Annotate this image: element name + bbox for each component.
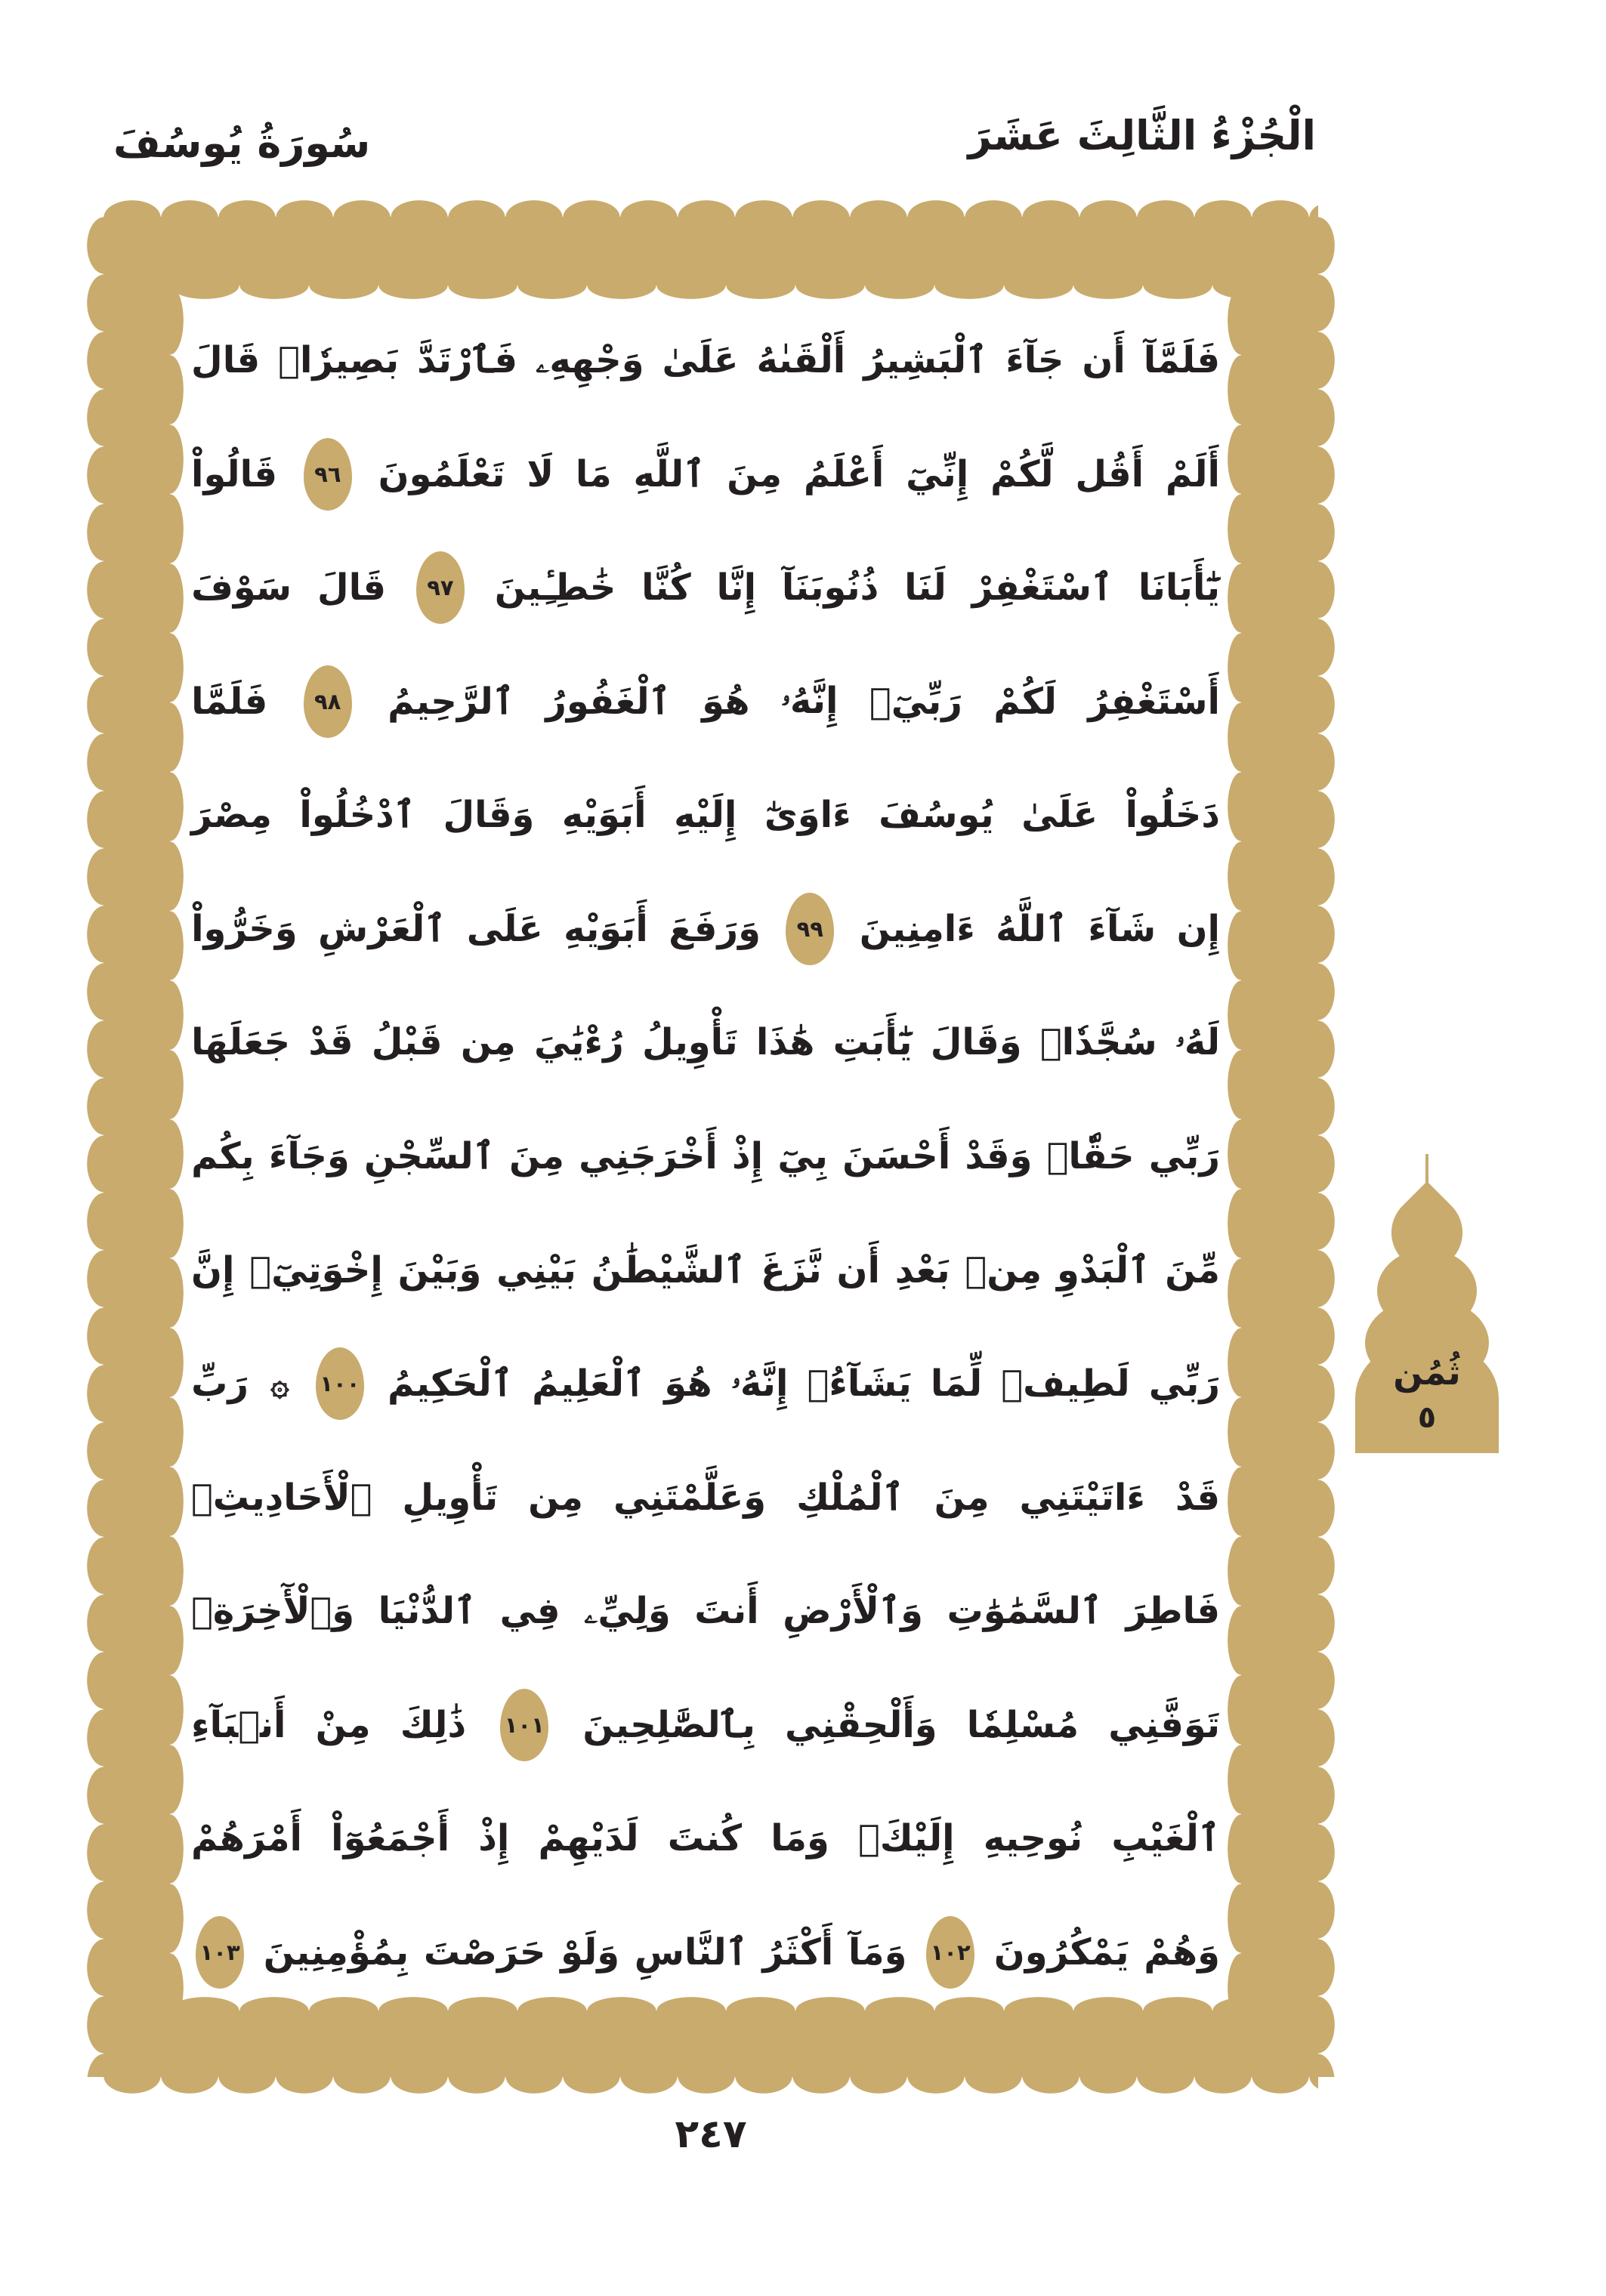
word: جَعَلَهَا [191,1021,291,1064]
quran-line [191,1100,1220,1213]
word: دَخَلُواْ [1125,794,1220,837]
word: وَهُمْ [1144,1930,1220,1974]
word: إِنَّا [716,566,757,609]
word: فِي [499,1590,561,1633]
word: أَبَوَيْهِ [564,907,648,950]
frame-outer-scallop-bottom [103,2076,1318,2094]
word: سُجَّدٗاۖ [1039,1021,1157,1064]
word: حَرَصْتَ [423,1930,546,1974]
text-area [191,304,1220,2009]
word: شَآءَ [1088,907,1157,950]
word: تَعْلَمُونَ [378,452,505,495]
word: كُنَّا [641,566,691,609]
word: ٱلْبَشِيرُ [863,339,988,381]
word: هَٰذَا [755,1021,815,1064]
quran-line [191,1554,1220,1668]
word: وَقَالَ [930,1021,1022,1064]
quran-line [191,758,1220,872]
ayah-marker: ٩٦ [304,438,352,511]
word: وَمَا [771,1817,829,1860]
word: يَٰٓأَبَتِ [832,1021,913,1064]
frame-outer-scallop-left [87,217,104,2077]
word: ٱلْحَكِيمُ [388,1362,513,1406]
word: إِنَّ [191,1248,235,1292]
word: وَجَآءَ [268,1134,350,1177]
word: وَأَلْحِقْنِي [785,1703,937,1746]
word: إِن [1176,907,1220,950]
word: لَكُمْ [993,680,1057,723]
word: أَسْتَغْفِرُ [1088,680,1220,723]
word: ٱلسِّجْنِ [364,1134,495,1177]
word: وَقَدْ [965,1134,1033,1177]
word: مَا [575,452,612,495]
word: مُسْلِمٗا [966,1703,1079,1746]
word: قَبْلُ [371,1021,443,1064]
word: فَلَمَّا [191,680,268,723]
word: أَخْرَجَنِي [579,1134,718,1177]
word: مِنۢ [965,1248,1042,1292]
juz-header: الْجُزْءُ الثَّالِثَ عَشَرَ [968,112,1316,159]
word: أَن [1082,339,1126,381]
word: رَبِّي [1148,1134,1220,1177]
quran-line [191,418,1220,531]
word: لَا [527,452,554,495]
word: لَنَا [904,566,947,609]
word: ءَاوَىٰٓ [764,794,851,837]
word: رُءْيَٰيَ [533,1021,624,1064]
word: ٱلرَّحِيمُ [388,680,514,723]
word: إِذْ [732,1134,764,1177]
word: أَعْلَمُ [803,452,885,495]
word: هُوَ [702,680,750,723]
ayah-marker: ٩٧ [416,551,465,624]
word: يَٰٓأَبَانَا [1138,566,1220,609]
word: وَمَآ [848,1930,907,1974]
ayah-marker: ٩٨ [304,665,352,738]
word: تَوَفَّنِي [1108,1703,1220,1746]
word: جَآءَ [1005,339,1064,381]
word: تَأْوِيلُ [641,1021,738,1064]
word: هُوَ [664,1362,712,1406]
word: إِلَيْكَۖ [858,1817,955,1860]
surah-header: سُورَةُ يُوسُفَ [113,119,371,167]
word: أَلَمْ [1165,452,1220,495]
ayah-marker: ١٠٠ [316,1347,364,1420]
word: أَحْسَنَ [842,1134,951,1177]
word: تَأْوِيلِ [402,1476,499,1519]
quran-line [191,645,1220,758]
word: قَالَ [191,339,261,381]
frame-outer-scallop-right [1317,217,1335,2077]
word: وَخَرُّواْ [191,907,298,950]
word: مِنْ [315,1703,371,1746]
quran-line [191,1896,1220,2009]
word: فَاطِرَ [1126,1590,1220,1633]
word: ٱللَّهُ [996,907,1068,950]
word: ٱلْمُلْكِ [796,1476,904,1519]
word: مِن [460,1021,516,1064]
word: أَقُل [1075,452,1144,495]
frame-inner-scallop-top [170,285,1241,299]
word: ٱلْعَلِيمُ [532,1362,646,1406]
word: بَصِيرٗاۖ [278,339,400,381]
word: إِخْوَتِيٓۚ [249,1248,383,1292]
word: مِنَ [727,452,783,495]
thumn-marker [1354,1154,1500,1453]
word: ٱسْتَغْفِرْ [971,566,1113,609]
word: لَطِيفٞ [1001,1362,1130,1406]
rub-el-hizb-icon: ۞ [270,1365,289,1403]
thumn-number: ٥ [1417,1400,1437,1435]
word: وَلِيِّۦ [584,1589,671,1632]
word: وَقَالَ [443,794,535,837]
word: ذَٰلِكَ [400,1703,467,1746]
word: ءَاتَيْتَنِي [1019,1476,1145,1519]
thumn-label: ثُمُن [1393,1352,1461,1393]
quran-line [191,1214,1220,1327]
word: ٱلْبَدْوِ [1056,1248,1150,1292]
word: ٱلْغَفُورُ [545,680,671,723]
word: حَقّٗاۖ [1046,1134,1135,1177]
word: رَبِّ [191,1362,249,1406]
quran-line [191,986,1220,1099]
word: وَرَفَعَ [669,907,761,950]
word: ٱلْغَيْبِ [1111,1817,1220,1860]
word: ٱلْأَحَادِيثِۚ [191,1476,372,1519]
word: ٱدْخُلُواْ [299,794,415,837]
quran-line [191,1782,1220,1895]
quran-line [191,872,1220,986]
word: قَدْ [308,1021,354,1064]
word: إِنَّهُۥ [780,680,839,723]
word: سَوْفَ [191,566,292,609]
word: كُنتَ [667,1817,743,1860]
word: بَعْدِ [894,1248,950,1292]
word: وَبَيْنَ [397,1248,482,1292]
word: ٱلدُّنْيَا [378,1590,477,1633]
word: خَٰطِـِٔينَ [494,566,616,609]
word: قَالُواْ [191,452,278,495]
word: ءَامِنِينَ [859,907,975,950]
word: أَنۢبَآءِ [191,1703,286,1746]
word: ٱلسَّمَٰوَٰتِ [947,1590,1102,1633]
word: لَهُۥ [1175,1020,1220,1063]
word: أَبَوَيْهِ [561,794,647,837]
word: قَالَ [317,566,387,609]
word: وَعَلَّمْتَنِي [613,1476,767,1519]
word: فَلَمَّآ [1143,339,1220,381]
word: ٱلْعَرْشِ [318,907,446,950]
ayah-marker: ١٠١ [500,1689,548,1761]
word: بِيٓ [777,1134,828,1177]
word: لِّمَا [930,1362,983,1406]
word: لَدَيْهِمْ [538,1817,639,1860]
word: عَلَى [466,907,543,950]
ayah-marker: ٩٩ [786,893,834,965]
word: ٱللَّهِ [633,452,706,495]
word: مِنَ [509,1134,564,1177]
quran-line [191,304,1220,417]
word: مِصْرَ [191,794,272,837]
word: بَيْنِي [496,1248,576,1292]
word: أَمْرَهُمْ [191,1817,302,1860]
word: فَٱرْتَدَّ [417,339,518,381]
word: نُوحِيهِ [983,1817,1083,1860]
quran-line [191,1441,1220,1554]
word: وَلَوْ [561,1930,620,1974]
word: يَشَآءُۚ [807,1362,912,1406]
frame-inner-scallop-right [1228,285,1241,2011]
word: مِنَ [934,1476,990,1519]
word: بِٱلصَّٰلِحِينَ [582,1703,755,1746]
word: قَدْ [1175,1476,1220,1519]
word: وَجْهِهِۦ [536,338,644,381]
word: نَّزَغَ [761,1248,822,1292]
frame-outer-scallop-top [103,200,1318,218]
word: إِنَّهُۥ [730,1362,789,1405]
ayah-marker: ١٠٣ [196,1916,244,1989]
word: بِكُم [191,1134,255,1177]
word: بِمُؤْمِنِينَ [263,1930,409,1974]
word: يُوسُفَ [879,794,994,837]
word: وَٱلْأٓخِرَةِۖ [191,1590,355,1633]
word: ٱلشَّيْطَٰنُ [591,1248,746,1292]
word: مِن [528,1476,584,1519]
word: أَكْثَرُ [762,1930,834,1974]
word: أَلْقَىٰهُ [756,339,846,381]
page-number: ٢٤٧ [675,2112,747,2157]
ayah-marker: ١٠٢ [926,1916,974,1989]
word: لَّكُمْ [990,452,1054,495]
word: وَٱلْأَرْضِ [783,1590,923,1633]
quran-line [191,1327,1220,1440]
quran-line [191,1668,1220,1782]
word: أَنتَ [694,1590,759,1633]
word: رَبِّي [1148,1362,1220,1406]
word: يَمْكُرُونَ [993,1930,1129,1974]
word: ذُنُوبَنَآ [781,566,879,609]
word: عَلَىٰ [1021,794,1098,837]
word: رَبِّيٓۖ [869,680,962,723]
frame-inner-scallop-left [170,285,184,2011]
word: أَجْمَعُوٓاْ [331,1817,450,1860]
word: إِلَيْهِ [674,794,737,837]
word: أَن [836,1248,880,1292]
word: إِذْ [478,1817,510,1860]
quran-line [191,531,1220,644]
word: مِّنَ [1165,1248,1220,1292]
word: عَلَىٰ [662,339,739,381]
word: إِنِّيٓ [906,452,969,495]
word: ٱلنَّاسِ [634,1930,748,1974]
